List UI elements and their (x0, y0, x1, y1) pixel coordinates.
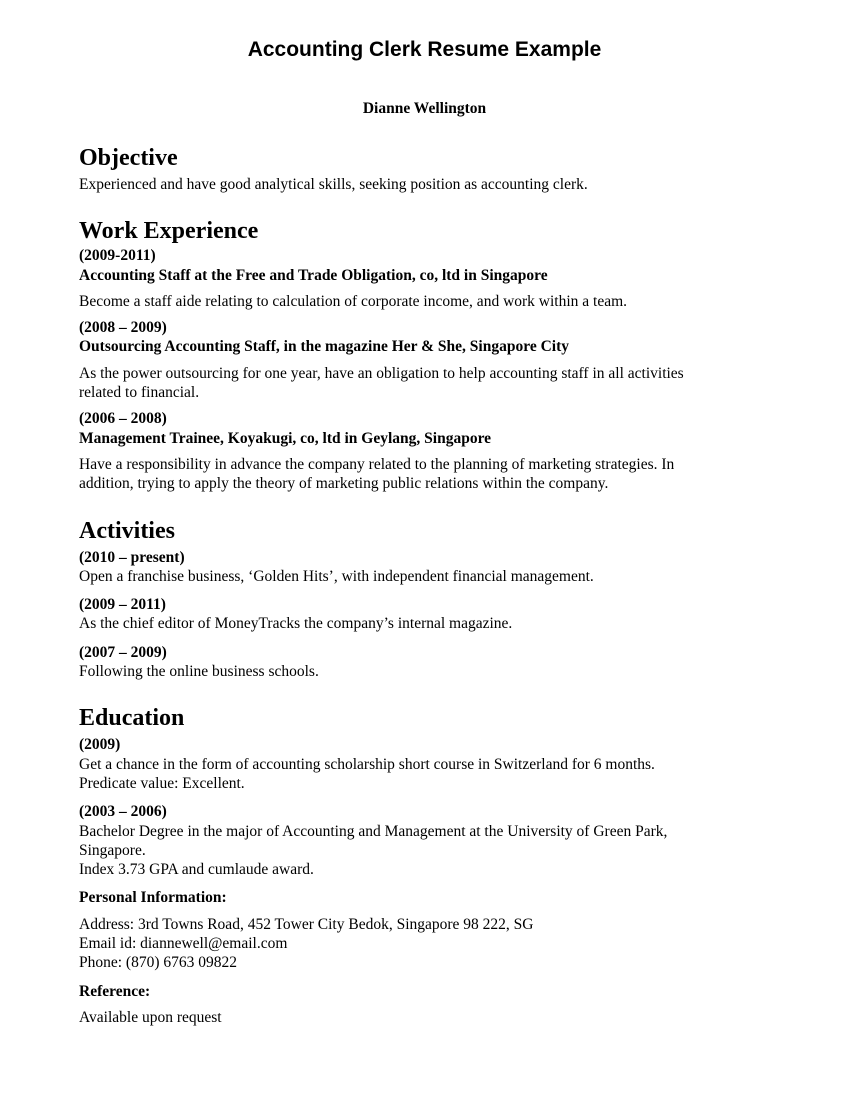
work-period: (2008 – 2009) (79, 319, 167, 337)
education-text: Index 3.73 GPA and cumlaude award. (79, 861, 314, 879)
activity-period: (2009 – 2011) (79, 596, 166, 614)
section-heading-work-experience: Work Experience (79, 218, 259, 245)
education-text: Predicate value: Excellent. (79, 774, 245, 792)
education-period: (2003 – 2006) (79, 803, 167, 821)
work-description: Become a staff aide relating to calculation of corporate income, and work within a team. (79, 292, 628, 310)
personal-info-heading: Personal Information: (79, 889, 227, 907)
work-period: (2006 – 2008) (79, 410, 167, 428)
activity-item (79, 548, 779, 587)
activity-item (79, 643, 779, 682)
work-item (79, 318, 779, 402)
work-period: (2009-2011) (79, 247, 156, 265)
work-role: Management Trainee, Koyakugi, co, ltd in Geylang, Singapore (79, 429, 492, 447)
work-description: addition, trying to apply the theory of marketing public relations within the company. (79, 475, 609, 493)
section-heading-activities: Activities (79, 517, 175, 544)
work-description: related to financial. (79, 384, 200, 402)
education-text: Bachelor Degree in the major of Accounting and Management at the University of Green Park, (79, 822, 668, 840)
candidate-name: Dianne Wellington (362, 100, 487, 117)
reference-text: Available upon request (79, 1008, 222, 1026)
phone-line: Phone: (870) 6763 09822 (79, 954, 238, 972)
activity-period: (2010 – present) (79, 548, 185, 566)
personal-info-section (79, 888, 779, 972)
education-period: (2009) (79, 736, 121, 754)
work-role: Accounting Staff at the Free and Trade Obligation, co, ltd in Singapore (79, 266, 548, 284)
email-line: Email id: diannewell@email.com (79, 935, 288, 953)
activity-period: (2007 – 2009) (79, 643, 167, 661)
activity-text: As the chief editor of MoneyTracks the company’s internal magazine. (79, 615, 513, 633)
education-text: Get a chance in the form of accounting scholarship short course in Switzerland for 6 months. (79, 755, 655, 773)
activity-text: Following the online business schools. (79, 663, 319, 681)
reference-heading: Reference: (79, 982, 151, 1000)
resume-content (79, 143, 779, 1027)
work-role: Outsourcing Accounting Staff, in the magazine Her & She, Singapore City (79, 338, 569, 356)
work-item (79, 409, 779, 493)
education-text: Singapore. (79, 841, 146, 859)
work-item (79, 246, 779, 311)
section-heading-education: Education (79, 705, 185, 732)
objective-text: Experienced and have good analytical skills, seeking position as accounting clerk. (79, 176, 588, 193)
activity-item (79, 595, 779, 634)
work-experience-section (79, 216, 779, 493)
activities-section (79, 516, 779, 682)
education-item (79, 735, 779, 793)
address-line: Address: 3rd Towns Road, 452 Tower City Bedok, Singapore 98 222, SG (79, 915, 534, 933)
activity-text: Open a franchise business, ‘Golden Hits’, with independent financial management. (79, 567, 594, 585)
work-description: As the power outsourcing for one year, have an obligation to help accounting staff in all activities (79, 364, 684, 382)
objective-section (79, 143, 779, 194)
education-section (79, 703, 779, 879)
work-description: Have a responsibility in advance the company related to the planning of marketing strategies. In (79, 455, 675, 473)
reference-section (79, 982, 779, 1028)
document-title: Accounting Clerk Resume Example (247, 38, 602, 61)
section-heading-objective: Objective (79, 145, 178, 171)
education-item (79, 802, 779, 879)
